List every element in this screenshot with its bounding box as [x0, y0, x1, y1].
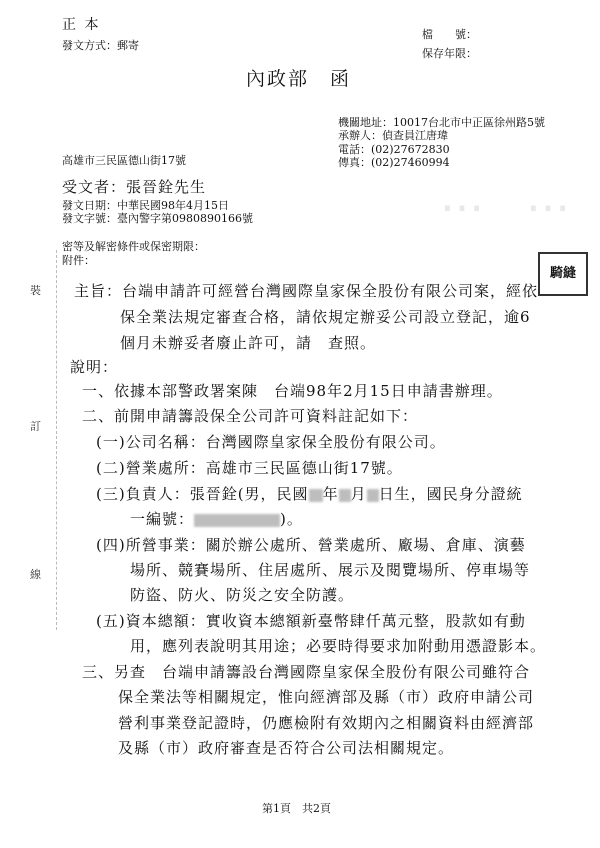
- explanation-sub-5-line-2: 用，應列表說明其用途；必要時得要求加附動用憑證影本。: [130, 637, 547, 655]
- explanation-sub-4-line-2: 場所、競賽場所、住居處所、展示及閱覽場所、停車場等: [130, 561, 531, 579]
- sub3-text-d: 日生，國民身分證統: [378, 485, 523, 503]
- explanation-item-3-line-3: 營利事業登記證時，仍應檢附有效期內之相關資料由經濟部: [118, 714, 535, 732]
- subject-line-1: 主旨：台端申請許可經營台灣國際皇家保全股份有限公司案，經依: [74, 282, 539, 300]
- issue-date: 發文日期：中華民國98年4月15日: [62, 199, 229, 212]
- sub3-text-a: (三)負責人：張晉銓(男，民國: [96, 485, 309, 503]
- sub3-text-b: 年: [322, 485, 339, 503]
- binding-line: [56, 250, 57, 630]
- explanation-item-3-line-2: 保全業法等相關規定，惟向經濟部及縣（市）政府申請公司: [118, 688, 535, 706]
- redacted-birth-month: [339, 489, 351, 502]
- recipient: 受文者：張晉銓先生: [62, 178, 207, 196]
- recipient-address: 高雄市三民區德山街17號: [62, 154, 186, 167]
- redacted-birth-year: [309, 489, 323, 502]
- redacted-id-number: [194, 514, 280, 527]
- copy-type: 正 本: [62, 17, 101, 33]
- subject-line-2: 保全業法規定審查合格，請依規定辦妥公司設立登記，逾6: [120, 308, 531, 326]
- explanation-sub-3-line-1: [96, 483, 523, 504]
- file-no-label: 檔 號：: [422, 28, 477, 41]
- sub3-line2-text-b: )。: [280, 510, 303, 528]
- explanation-label: 說明：: [70, 358, 119, 376]
- attachment: 附件：: [62, 254, 95, 267]
- watermark: ⋯ ⋯: [440, 182, 584, 233]
- agency-address: 機關地址：10017台北市中正區徐州路5號: [338, 116, 545, 129]
- explanation-sub-4-line-3: 防盜、防火、防災之安全防護。: [130, 586, 355, 604]
- agency-phone: 電話：(02)27672830: [338, 143, 450, 156]
- binding-mark-middle: 訂: [30, 420, 41, 433]
- dispatch-method: 發文方式：郵寄: [62, 39, 139, 52]
- retention-label: 保存年限：: [422, 47, 477, 60]
- secrecy-level: 密等及解密條件或保密期限：: [62, 240, 205, 253]
- subject-line-3: 個月未辦妥者廢止許可，請 查照。: [120, 334, 377, 352]
- redacted-birth-day: [367, 489, 379, 502]
- explanation-sub-4-line-1: (四)所營事業：關於辦公處所、營業處所、廠場、倉庫、演藝: [96, 536, 526, 554]
- seam-seal: [538, 252, 588, 296]
- seam-seal-text: 騎縫: [549, 266, 576, 281]
- explanation-sub-5-line-1: (五)資本總額：實收資本總額新臺幣肆仟萬元整，股款如有動: [96, 612, 526, 630]
- binding-mark-bottom: 線: [30, 568, 41, 581]
- page-footer: 第1頁 共2頁: [262, 802, 331, 815]
- agency-fax: 傳真：(02)27460994: [338, 156, 450, 169]
- explanation-item-3-line-4: 及縣（市）政府審查是否符合公司法相關規定。: [118, 739, 455, 757]
- explanation-item-1: 一、依據本部警政署案陳 台端98年2月15日申請書辦理。: [82, 382, 503, 400]
- document-title: 內政部 函: [246, 68, 352, 90]
- binding-mark-top: 裝: [30, 284, 41, 297]
- sub3-text-c: 月: [350, 485, 367, 503]
- explanation-sub-1: (一)公司名稱：台灣國際皇家保全股份有限公司。: [96, 433, 446, 451]
- explanation-item-2: 二、前開申請籌設保全公司許可資料註記如下：: [82, 407, 419, 425]
- explanation-sub-2: (二)營業處所：高雄市三民區德山街17號。: [96, 459, 403, 477]
- explanation-item-3-line-1: 三、另查 台端申請籌設台灣國際皇家保全股份有限公司雖符合: [82, 663, 531, 681]
- explanation-sub-3-line-2: [130, 508, 303, 529]
- agency-handler: 承辦人：偵查員江唐瑋: [338, 129, 448, 142]
- sub3-line2-text-a: 一編號：: [130, 510, 195, 528]
- document-number: 發文字號：臺內警字第0980890166號: [62, 212, 253, 225]
